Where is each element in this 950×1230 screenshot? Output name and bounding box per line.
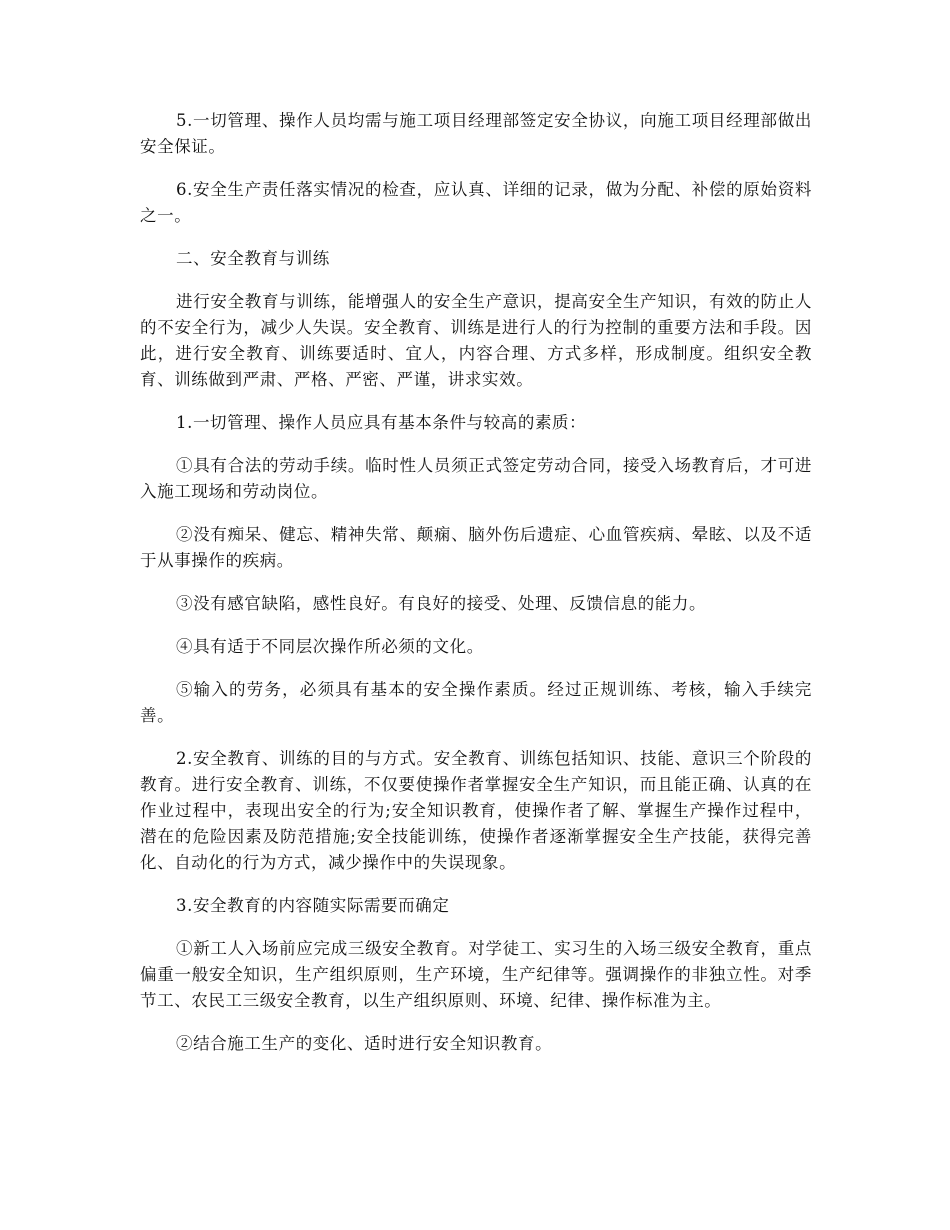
paragraph-item-2-purpose-methods: 2.安全教育、训练的目的与方式。安全教育、训练包括知识、技能、意识三个阶段的教育。进行安全教育、训练，不仅要使操作者掌握安全生产知识，而且能正确、认真的在作业过程中，表现出安全的行为;安全知识教育，使操作者了解、掌握生产操作过程中，潜在的危险因素及防范措施;安全技能训练，使操作者逐渐掌握安全生产技能，获得完善化、自动化的行为方式，减少操作中的失误现象。	[140, 749, 812, 872]
paragraph-subitem-4-culture: ④具有适于不同层次操作所必须的文化。	[176, 637, 484, 656]
paragraph-subitem-2-health: ②没有痴呆、健忘、精神失常、颠痫、脑外伤后遗症、心血管疾病、晕眩、以及不适于从事操作的疾病。	[140, 525, 812, 570]
paragraph-item-1-qualifications: 1.一切管理、操作人员应具有基本条件与较高的素质：	[176, 413, 587, 432]
paragraph-item-6-inspection: 6.安全生产责任落实情况的检查，应认真、详细的记录，做为分配、补偿的原始资料之一。	[140, 180, 812, 225]
paragraph-subitem-3-senses: ③没有感官缺陷，感性良好。有良好的接受、处理、反馈信息的能力。	[176, 594, 707, 613]
section-heading-education-training: 二、安全教育与训练	[176, 249, 330, 268]
paragraph-subitem-5-labor-import: ⑤输入的劳务，必须具有基本的安全操作素质。经过正规训练、考核，输入手续完善。	[140, 680, 812, 725]
paragraph-item-5-agreement: 5.一切管理、操作人员均需与施工项目经理部签定安全协议，向施工项目经理部做出安全保证。	[140, 111, 812, 156]
paragraph-education-intro: 进行安全教育与训练，能增强人的安全生产意识，提高安全生产知识，有效的防止人的不安全行为，减少人失误。安全教育、训练是进行人的行为控制的重要方法和手段。因此，进行安全教育、训练要适时、宜人，内容合理、方式多样，形成制度。组织安全教育、训练做到严肃、严格、严密、严谨，讲求实效。	[140, 292, 812, 389]
paragraph-subitem-2-timely-education: ②结合施工生产的变化、适时进行安全知识教育。	[176, 1034, 553, 1053]
paragraph-item-3-content: 3.安全教育的内容随实际需要而确定	[176, 896, 450, 915]
paragraph-subitem-1-labor-procedures: ①具有合法的劳动手续。临时性人员须正式签定劳动合同，接受入场教育后，才可进入施工现场和劳动岗位。	[140, 456, 812, 501]
paragraph-subitem-1-new-workers: ①新工人入场前应完成三级安全教育。对学徒工、实习生的入场三级安全教育，重点偏重一般安全知识，生产组织原则，生产环境，生产纪律等。强调操作的非独立性。对季节工、农民工三级安全教育，以生产组织原则、环境、纪律、操作标准为主。	[140, 939, 812, 1010]
document-body	[140, 108, 812, 1074]
